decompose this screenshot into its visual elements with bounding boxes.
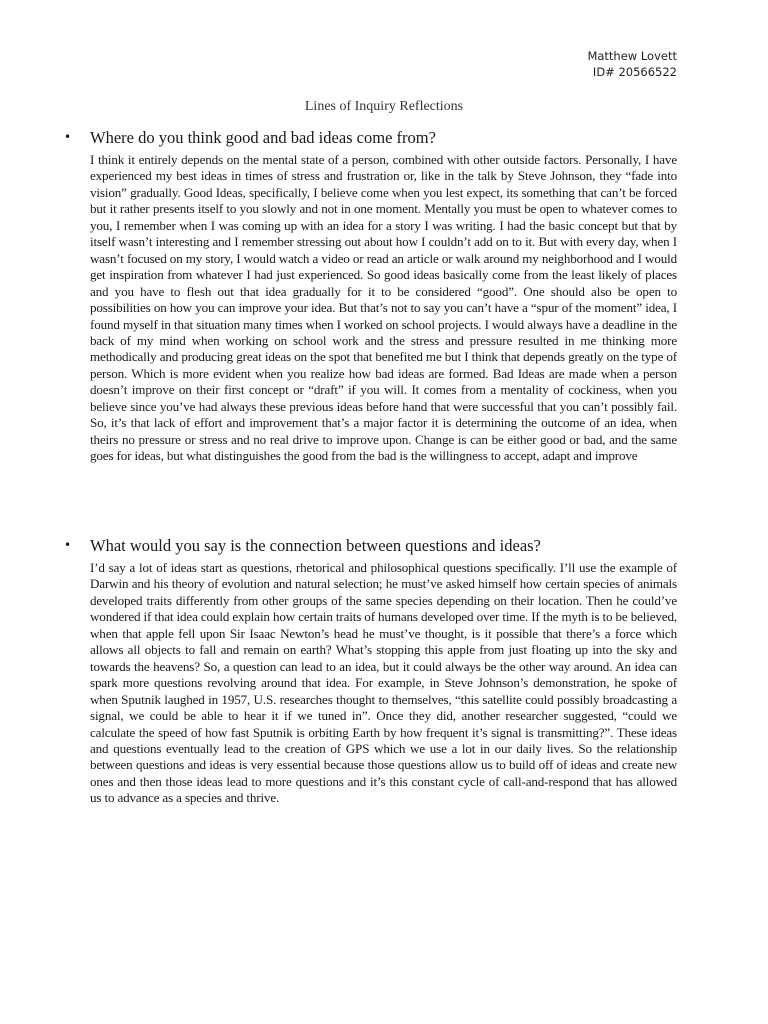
question-row [64,128,677,150]
answer-paragraph: I’d say a lot of ideas start as questions, rhetorical and philosophical questions specifically. I’ll use the example of Darwin and his theory of evolution and natural selection; he must’ve asked himself how certain species of animals developed traits differently from other groups of the same species depending on their location. Then he could’ve wondered if that idea could explain how certain traits of humans developed over time. If the myth is to be believed, when that apple fell upon Sir Isaac Newton’s head he must’ve thought, is it possible that there’s a force which allows all objects to fall and remain on earth? What’s stopping this apple from just floating up into the sky and towards the heavens? So, a question can lead to an idea, but it could always be the other way around. An idea can spark more questions revolving around that idea. For example, in Steve Johnson’s demonstration, he spoke of when Sputnik laughed in 1957, U.S. researches thought to themselves, “this satellite could possibly broadcasting a signal, we could be able to hear it if we tuned in”. Once they did, another researcher suggested, “could we calculate the speed of how fast Sputnik is orbiting Earth by how frequent it’s signal is transmitting?”. These ideas and questions eventually lead to the creation of GPS which we use a lot in our daily lives. So the relationship between questions and ideas is very essential because those questions allow us to build off of ideas and create new ones and then those ideas lead to more questions and it’s this constant cycle of call-and-respond that has allowed us to advance as a species and thrive. [90,560,677,806]
author-name: Matthew Lovett [587,49,677,63]
answer-paragraph: I think it entirely depends on the mental state of a person, combined with other outside factors. Personally, I have experienced my best ideas in times of stress and frustration or, like in the talk by Steve Johnson, they “fade into vision” gradually. Good Ideas, specifically, I believe come when you lest expect, its something that can’t be forced but it rather presents itself to you slowly and not in one moment. Mentally you must be open to whatever comes to you, I remember when I was coming up with an idea for a story I was writing. I had the basic concept but that by itself wasn’t interesting and I remember stressing out about how I couldn’t add on to it. But with every day, when I wasn’t focused on my story, I would watch a video or read an article or walk around my neighborhood and I would get inspiration from whatever I had just experienced. So good ideas basically come from the least likely of places and you have to flesh out that idea gradually for it to be considered “good”. One should also be open to possibilities on how you can improve your idea. But that’s not to say you can’t have a “spur of the moment” idea, I found myself in that situation many times when I worked on school projects. I would always have a deadline in the back of my mind when working on school work and the stress and pressure resulted in me thinking more methodically and producing great ideas on the spot that benefited me but I think that depends greatly on the type of person. Which is more evident when you realize how bad ideas are formed. Bad Ideas are made when a person doesn’t improve on their first concept or “draft” if you will. It comes from a mentality of cockiness, when you believe since you’ve had always these previous ideas before hand that were successful that you can’t possibly fail. So, it’s that lack of effort and improvement that’s a major factor it is determining the outcome of an idea, when theirs no pressure or stress and no real drive to improve upon. Change is can be either good or bad, and the same goes for ideas, but what distinguishes the good from the bad is the willingness to accept, adapt and improve [90,152,677,464]
bullet-point: • [64,130,72,144]
author-block [587,48,677,80]
document-title: Lines of Inquiry Reflections [304,99,464,114]
author-id: ID# 20566522 [592,65,677,79]
question-heading: What would you say is the connection between questions and ideas? [90,536,541,555]
question-section-1 [64,128,677,465]
question-row [64,536,677,558]
question-section-2 [64,536,677,807]
question-heading: Where do you think good and bad ideas come from? [90,128,436,147]
bullet-point: • [64,538,72,552]
